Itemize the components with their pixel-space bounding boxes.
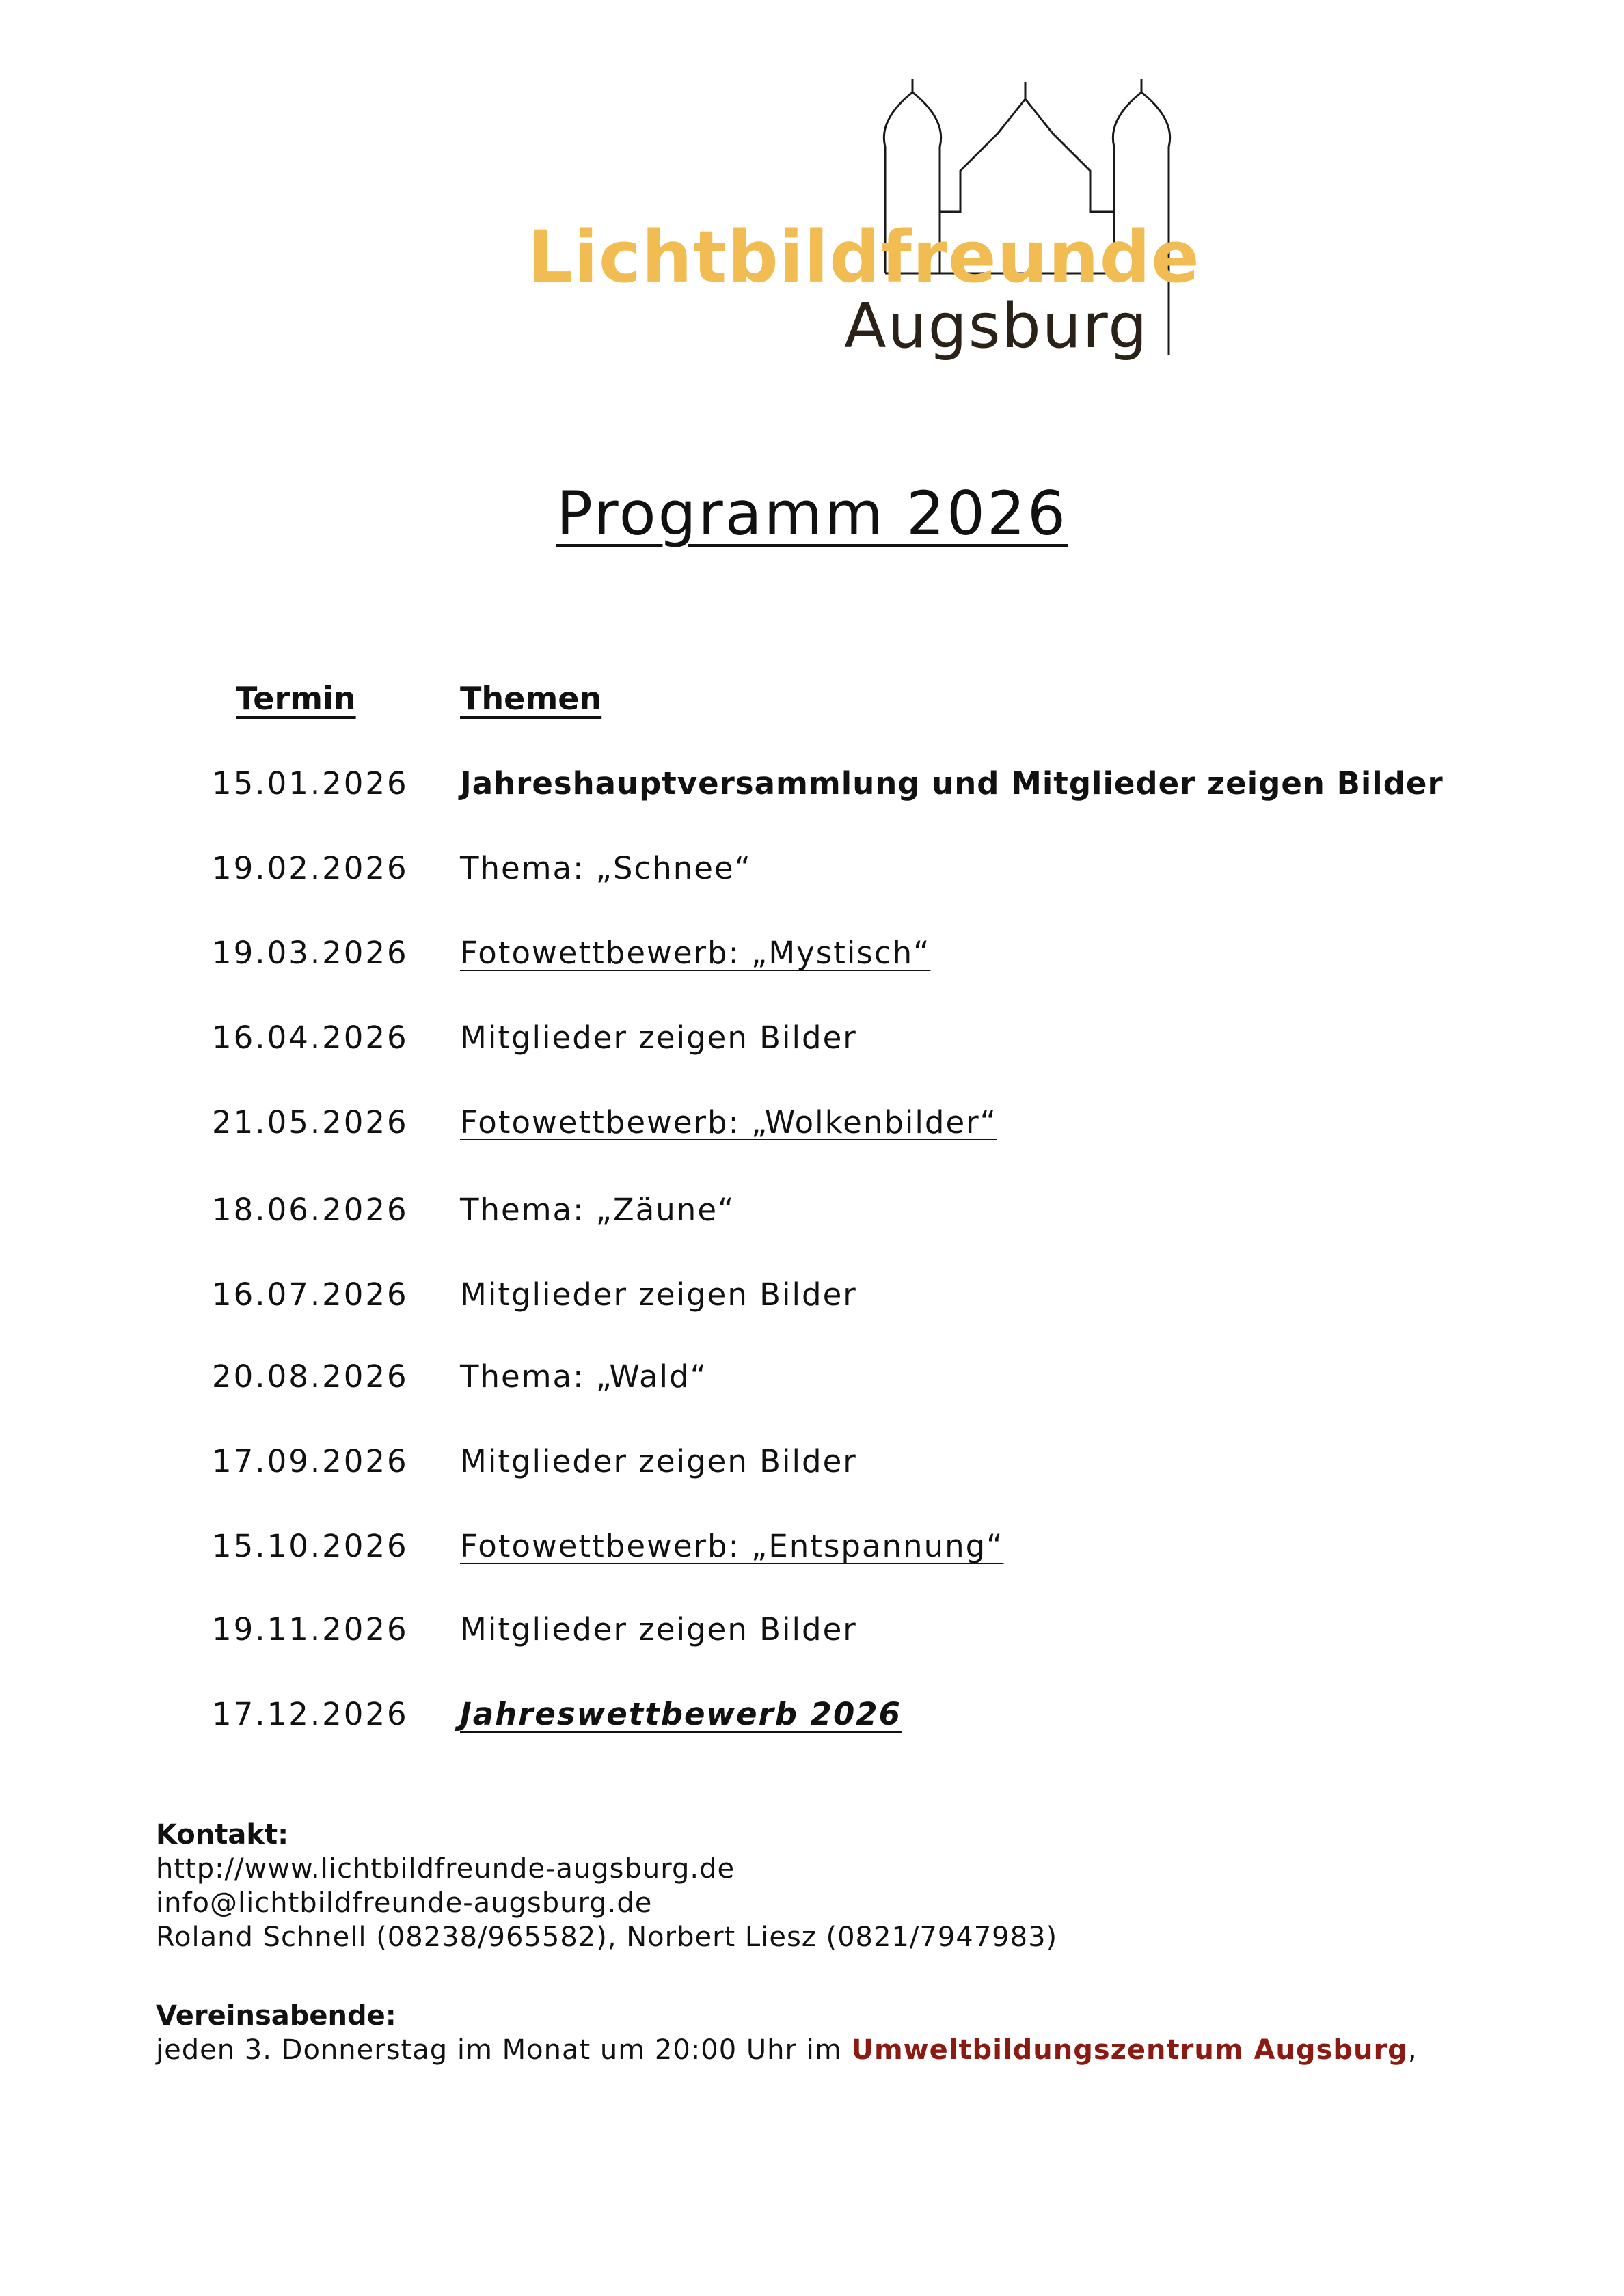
contact-persons: Roland Schnell (08238/965582), Norbert Liesz (0821/7947983) — [156, 1922, 1058, 1953]
row-topic: Mitglieder zeigen Bilder — [460, 1020, 857, 1056]
row-date: 17.12.2026 — [212, 1696, 409, 1732]
row-date: 20.08.2026 — [212, 1358, 409, 1395]
column-header-termin: Termin — [236, 680, 356, 717]
row-topic: Thema: „Schnee“ — [460, 850, 752, 886]
row-topic: Mitglieder zeigen Bilder — [460, 1276, 857, 1313]
row-date: 16.07.2026 — [212, 1276, 409, 1313]
row-topic: Fotowettbewerb: „Mystisch“ — [460, 935, 931, 971]
row-topic: Mitglieder zeigen Bilder — [460, 1443, 857, 1479]
row-topic: Thema: „Wald“ — [460, 1358, 707, 1395]
page-title: Programm 2026 — [556, 478, 1068, 549]
email-link[interactable]: info@lichtbildfreunde-augsburg.de — [156, 1887, 653, 1919]
row-date: 21.05.2026 — [212, 1104, 409, 1140]
website-link[interactable]: http://www.lichtbildfreunde-augsburg.de — [156, 1853, 735, 1885]
contact-label: Kontakt: — [156, 1819, 289, 1850]
row-date: 19.11.2026 — [212, 1611, 409, 1648]
logo-subtitle: Augsburg — [844, 290, 1149, 362]
row-date: 19.03.2026 — [212, 935, 409, 971]
row-date: 17.09.2026 — [212, 1443, 409, 1479]
meetings-label: Vereinsabende: — [156, 2000, 396, 2032]
row-topic: Jahreswettbewerb 2026 — [460, 1696, 902, 1732]
meetings-schedule: jeden 3. Donnerstag im Monat um 20:00 Uhr im — [156, 2034, 842, 2066]
row-topic: Fotowettbewerb: „Wolkenbilder“ — [460, 1104, 997, 1140]
row-date: 15.10.2026 — [212, 1528, 409, 1564]
row-topic: Jahreshauptversammlung und Mitglieder zeigen Bilder — [460, 765, 1444, 802]
meetings-text — [156, 2033, 1418, 2067]
row-date: 18.06.2026 — [212, 1192, 409, 1228]
row-date: 19.02.2026 — [212, 850, 409, 886]
meetings-section — [156, 1999, 1418, 2067]
row-topic: Mitglieder zeigen Bilder — [460, 1611, 857, 1648]
row-topic: Fotowettbewerb: „Entspannung“ — [460, 1528, 1004, 1564]
club-logo — [519, 68, 1200, 369]
logo-title: Lichtbildfreunde — [528, 215, 1200, 299]
meeting-place-link[interactable]: Umweltbildungszentrum Augsburg — [851, 2034, 1408, 2066]
row-topic: Thema: „Zäune“ — [460, 1192, 735, 1228]
column-header-themen: Themen — [460, 680, 602, 717]
row-date: 16.04.2026 — [212, 1020, 409, 1056]
contact-section — [156, 1818, 1057, 1954]
row-date: 15.01.2026 — [212, 765, 409, 802]
meetings-trailing: , — [1407, 2034, 1418, 2066]
